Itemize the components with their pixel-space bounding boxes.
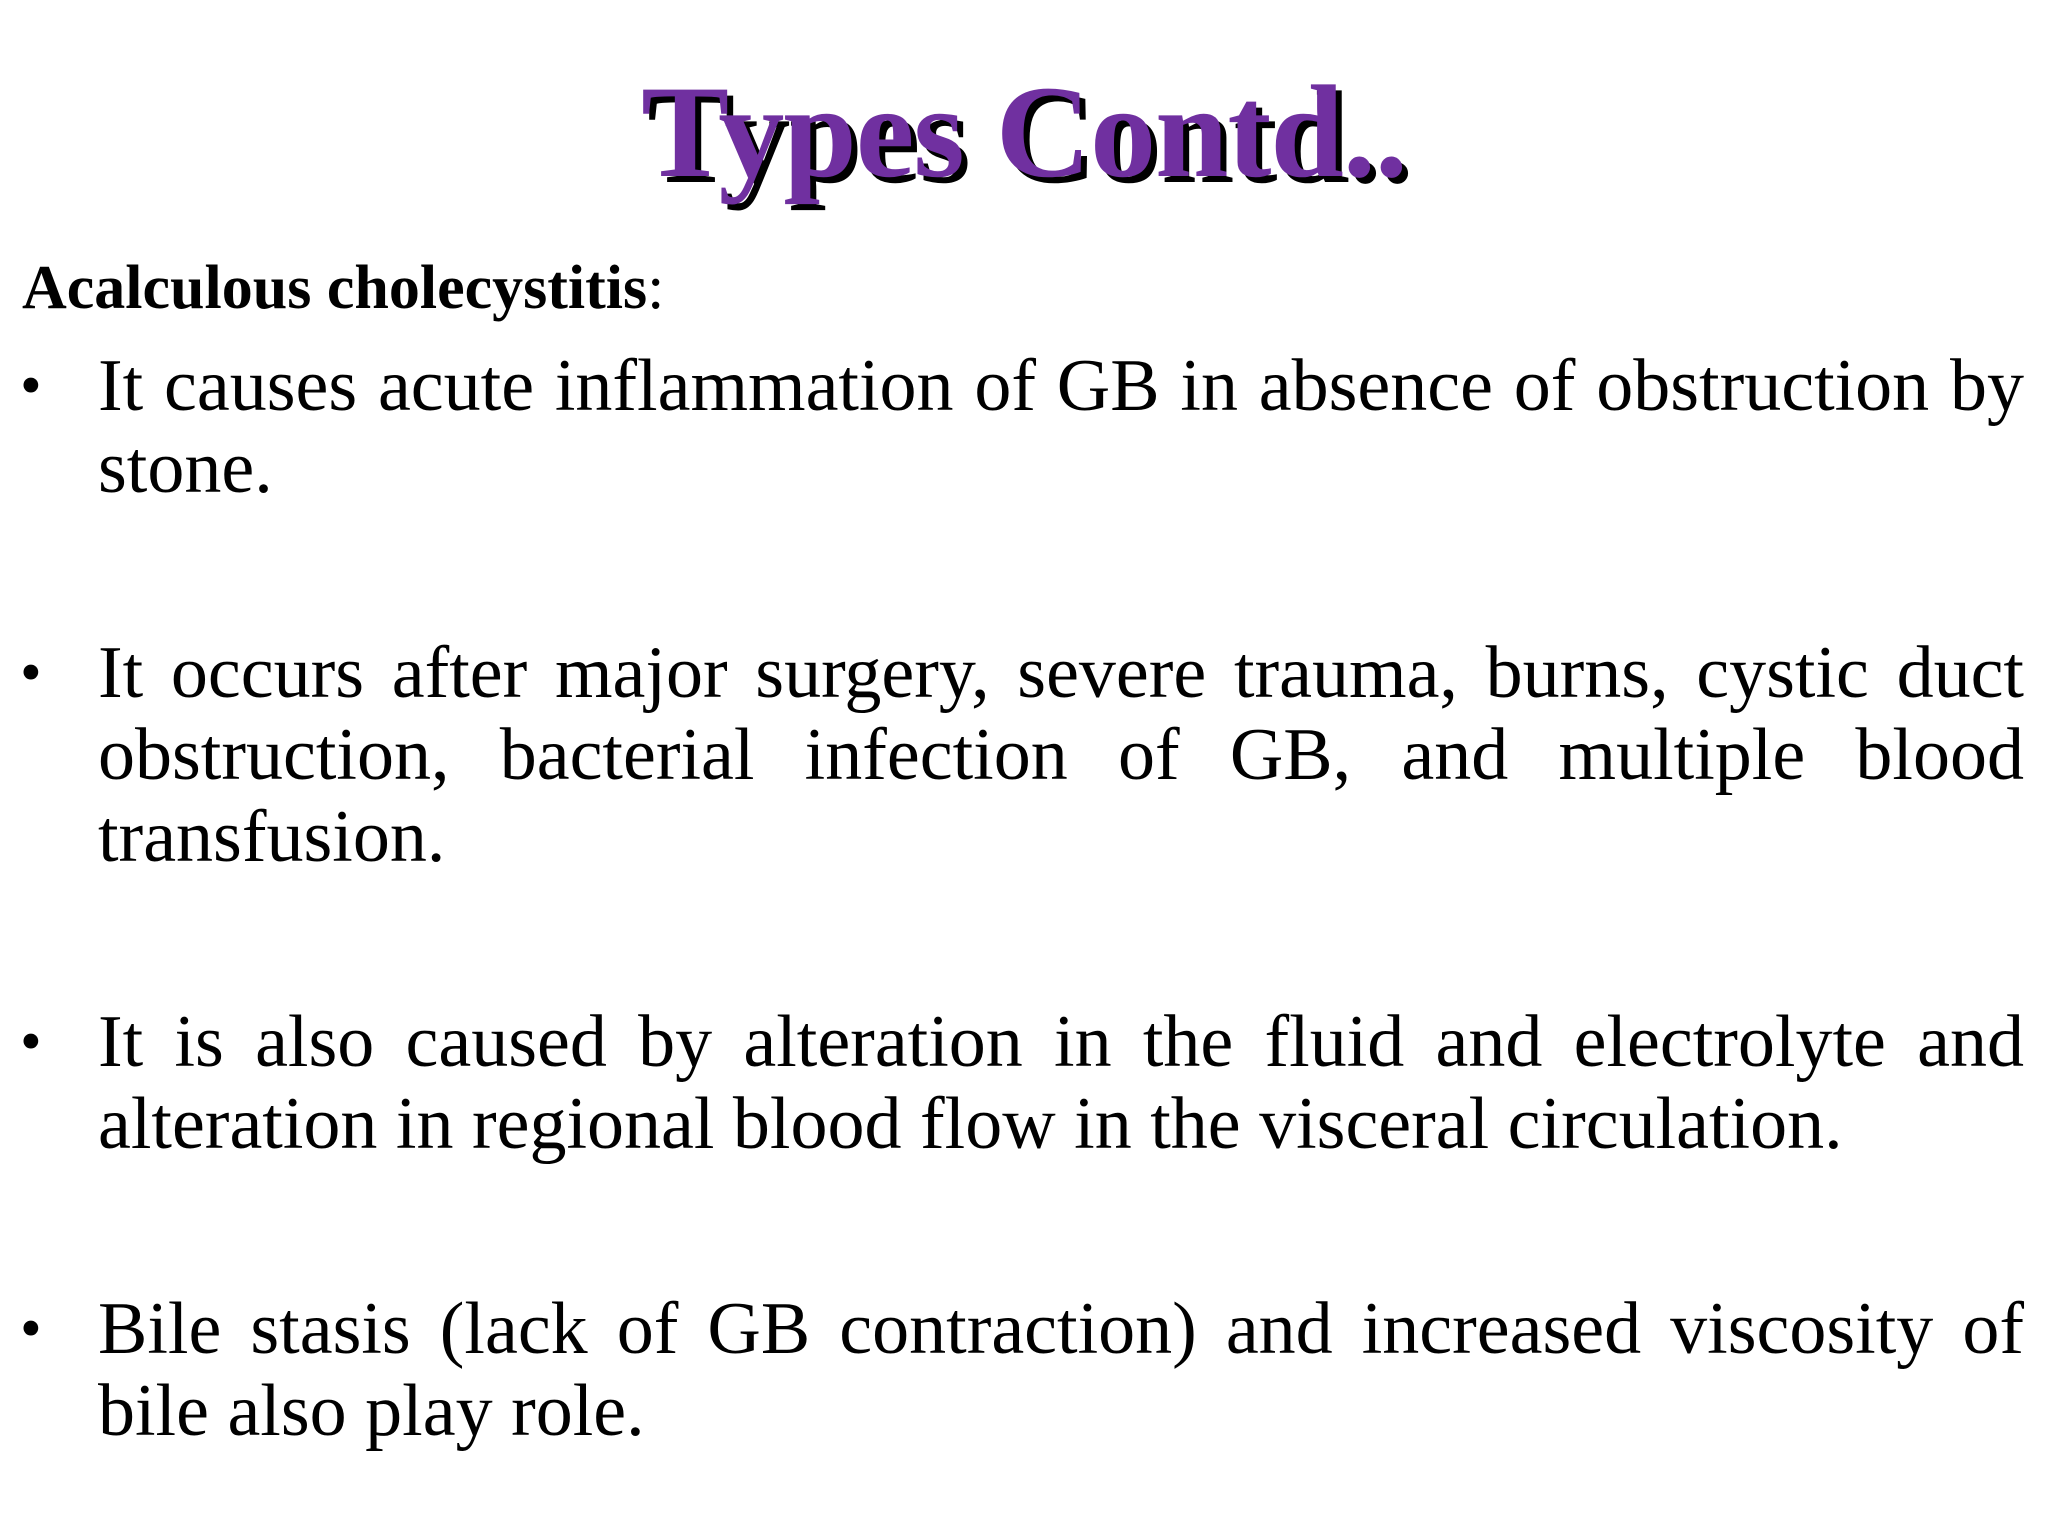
bullet-icon: •	[20, 1008, 42, 1076]
bullet-icon: •	[20, 352, 42, 420]
bullet-icon: •	[20, 1295, 42, 1363]
slide-title: Types Contd..	[641, 58, 1407, 205]
bullet-text: It occurs after major surgery, severe trauma, burns, cystic duct obstruction, bacterial infection of GB, and multiple blood transfusion.	[98, 632, 2024, 878]
bullet-icon: •	[20, 639, 42, 707]
subheading-suffix: :	[647, 254, 665, 322]
subheading-label: Acalculous cholecystitis	[22, 254, 648, 322]
bullet-text: It causes acute inflammation of GB in absence of obstruction by stone.	[98, 345, 2024, 509]
subheading	[22, 252, 664, 324]
bullet-text: It is also caused by alteration in the fluid and electrolyte and alteration in regional blood flow in the visceral circulation.	[98, 1001, 2024, 1165]
bullet-text: Bile stasis (lack of GB contraction) and increased viscosity of bile also play role.	[98, 1288, 2024, 1452]
